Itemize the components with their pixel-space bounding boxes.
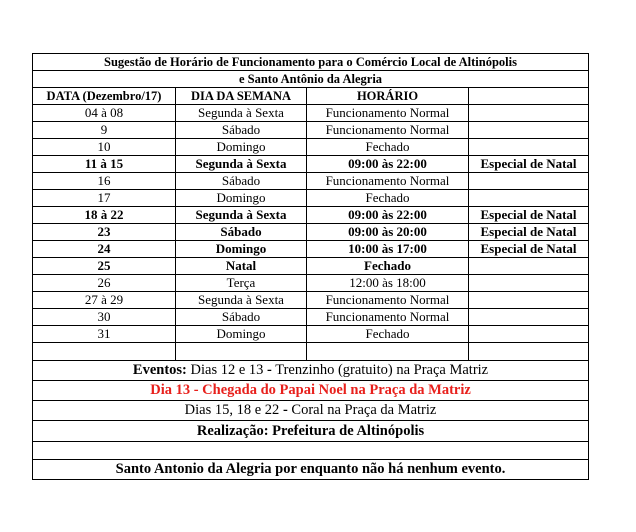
day-cell: Terça <box>176 275 307 292</box>
event-line-3 <box>33 401 589 421</box>
hours-cell: Funcionamento Normal <box>307 122 469 139</box>
note-cell <box>469 326 589 343</box>
hours-cell: Funcionamento Normal <box>307 309 469 326</box>
events-line3-text: Coral na Praça da Matriz <box>287 402 437 418</box>
table-row <box>33 122 589 139</box>
title-line-1: Sugestão de Horário de Funcionamento para o Comércio Local de Altinópolis <box>33 54 589 71</box>
events-line3-dates: Dias 15, 18 e 22 <box>184 402 283 418</box>
hours-cell: 10:00 às 17:00 <box>307 241 469 258</box>
table-row <box>33 139 589 156</box>
date-cell: 18 à 22 <box>33 207 176 224</box>
date-cell: 16 <box>33 173 176 190</box>
day-cell: Sábado <box>176 224 307 241</box>
hours-cell: 09:00 às 22:00 <box>307 156 469 173</box>
note-cell <box>469 190 589 207</box>
event-line-1 <box>33 361 589 381</box>
day-cell: Sábado <box>176 309 307 326</box>
events-line1-text: Trenzinho (gratuito) na Praça Matriz <box>271 362 489 378</box>
note-cell <box>469 292 589 309</box>
note-cell <box>469 275 589 292</box>
date-cell: 10 <box>33 139 176 156</box>
event-row-1 <box>33 361 589 381</box>
santo-text: Santo Antonio da Alegria por enquanto não há nenhum evento. <box>33 460 589 480</box>
note-cell <box>469 105 589 122</box>
note-cell: Especial de Natal <box>469 241 589 258</box>
day-cell: Sábado <box>176 122 307 139</box>
date-cell: 17 <box>33 190 176 207</box>
hours-cell: Funcionamento Normal <box>307 292 469 309</box>
date-cell: 9 <box>33 122 176 139</box>
date-cell: 11 à 15 <box>33 156 176 173</box>
table-row <box>33 292 589 309</box>
title-row-2 <box>33 71 589 88</box>
table-row <box>33 190 589 207</box>
day-cell: Segunda à Sexta <box>176 156 307 173</box>
event-row-2 <box>33 381 589 401</box>
date-cell: 25 <box>33 258 176 275</box>
note-cell: Especial de Natal <box>469 156 589 173</box>
date-cell: 27 à 29 <box>33 292 176 309</box>
header-date: DATA (Dezembro/17) <box>33 88 176 105</box>
table-row <box>33 105 589 122</box>
event-line-2: Dia 13 - Chegada do Papai Noel na Praça da Matriz <box>33 381 589 401</box>
table-row <box>33 207 589 224</box>
day-cell: Domingo <box>176 190 307 207</box>
realizacao-text: Realização: Prefeitura de Altinópolis <box>33 421 589 442</box>
day-cell: Sábado <box>176 173 307 190</box>
title-line-2: e Santo Antônio da Alegria <box>33 71 589 88</box>
table-row <box>33 156 589 173</box>
table-row <box>33 241 589 258</box>
title-row-1 <box>33 54 589 71</box>
table-row <box>33 309 589 326</box>
header-day: DIA DA SEMANA <box>176 88 307 105</box>
events-line1-dash: - <box>267 362 272 378</box>
date-cell: 23 <box>33 224 176 241</box>
blank-row <box>33 442 589 460</box>
note-cell <box>469 173 589 190</box>
note-cell <box>469 122 589 139</box>
schedule-table <box>32 53 589 480</box>
date-cell: 04 à 08 <box>33 105 176 122</box>
hours-cell: Fechado <box>307 326 469 343</box>
table-row <box>33 224 589 241</box>
day-cell: Natal <box>176 258 307 275</box>
events-label: Eventos: <box>132 362 187 378</box>
hours-cell: Fechado <box>307 258 469 275</box>
header-row <box>33 88 589 105</box>
note-cell: Especial de Natal <box>469 207 589 224</box>
hours-cell: Funcionamento Normal <box>307 173 469 190</box>
header-hours: HORÁRIO <box>307 88 469 105</box>
table-row <box>33 275 589 292</box>
hours-cell: Funcionamento Normal <box>307 105 469 122</box>
santo-row <box>33 460 589 480</box>
date-cell: 30 <box>33 309 176 326</box>
note-cell <box>469 139 589 156</box>
day-cell: Domingo <box>176 139 307 156</box>
events-line3-dash: - <box>282 402 288 418</box>
hours-cell: 09:00 às 22:00 <box>307 207 469 224</box>
day-cell: Segunda à Sexta <box>176 207 307 224</box>
hours-cell: Fechado <box>307 139 469 156</box>
table-row <box>33 258 589 275</box>
realizacao-row <box>33 421 589 442</box>
date-cell: 26 <box>33 275 176 292</box>
note-cell <box>469 258 589 275</box>
table-row <box>33 326 589 343</box>
blank-row <box>33 343 589 361</box>
header-note <box>469 88 589 105</box>
day-cell: Domingo <box>176 241 307 258</box>
note-cell <box>469 309 589 326</box>
hours-cell: 09:00 às 20:00 <box>307 224 469 241</box>
hours-cell: 12:00 às 18:00 <box>307 275 469 292</box>
day-cell: Domingo <box>176 326 307 343</box>
day-cell: Segunda à Sexta <box>176 292 307 309</box>
table-row <box>33 173 589 190</box>
events-line1-dates: Dias 12 e 13 <box>186 362 268 378</box>
date-cell: 31 <box>33 326 176 343</box>
hours-cell: Fechado <box>307 190 469 207</box>
event-row-3 <box>33 401 589 421</box>
date-cell: 24 <box>33 241 176 258</box>
note-cell: Especial de Natal <box>469 224 589 241</box>
day-cell: Segunda à Sexta <box>176 105 307 122</box>
